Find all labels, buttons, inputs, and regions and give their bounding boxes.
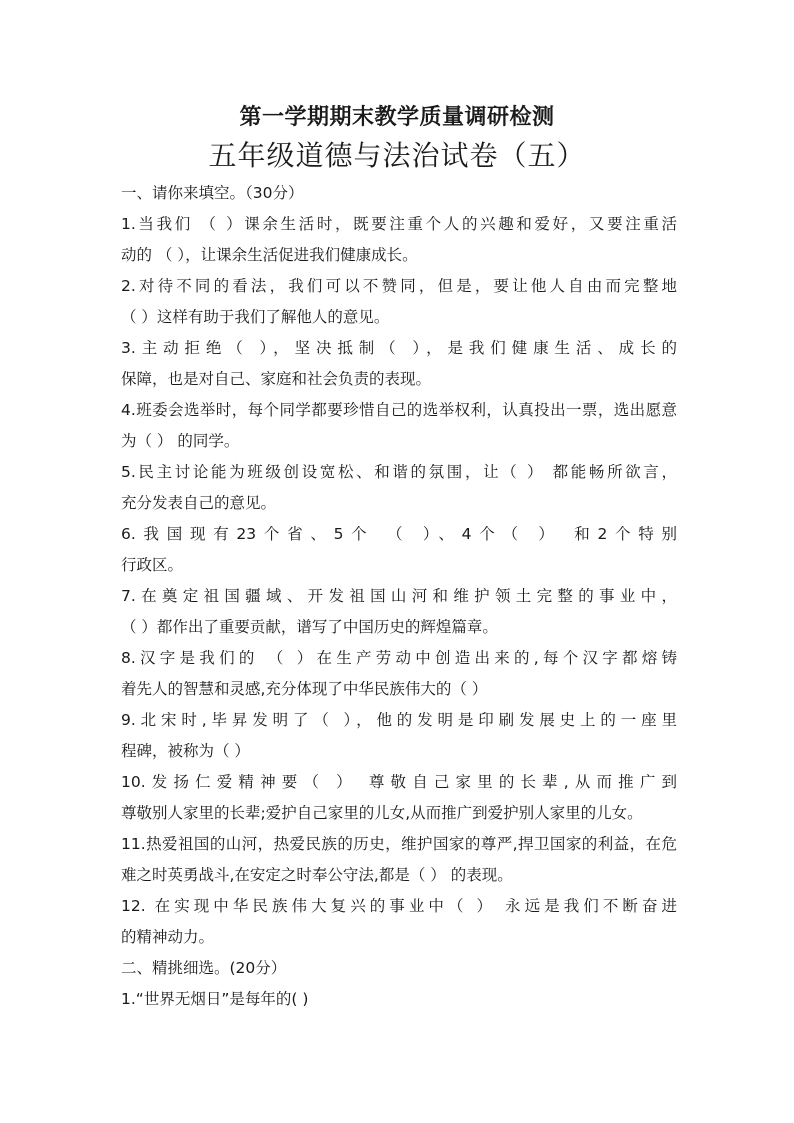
question-line: 行政区。	[121, 556, 184, 574]
question-line: 的精神动力。	[121, 928, 215, 946]
question-line: 2.对待不同的看法，我们可以不赞同，但是，要让他人自由而完整地	[121, 277, 677, 295]
question-line: 动的 （ ），让课余生活促进我们健康成长。	[121, 246, 418, 264]
question-line: 程碑，被称为（ ）	[121, 742, 250, 760]
question-line: 11.热爱祖国的山河，热爱民族的历史，维护国家的尊严,捍卫国家的利益，在危	[121, 835, 677, 853]
question-line: 为（ ） 的同学。	[121, 432, 240, 450]
question-line: 充分发表自己的意见。	[121, 494, 277, 512]
question-line: 尊敬别人家里的长辈;爱护自己家里的儿女,从而推广到爱护别人家里的儿女。	[121, 804, 643, 822]
question-line: 7.在奠定祖国疆域、开发祖国山河和维护领土完整的事业中，	[121, 587, 677, 605]
exam-body	[121, 178, 677, 1015]
exam-subtitle: 五年级道德与法治试卷（五）	[208, 139, 586, 172]
question-line: 5.民主讨论能为班级创设宽松、和谐的氛围，让（ ） 都能畅所欲言，	[121, 463, 677, 481]
exam-title: 第一学期期末教学质量调研检测	[239, 104, 555, 130]
question-line: 3.主动拒绝（ ），坚决抵制（ ），是我们健康生活、成长的	[121, 339, 677, 357]
question-line: 12. 在实现中华民族伟大复兴的事业中（ ） 永远是我们不断奋进	[121, 897, 677, 915]
question-line: 10.发扬仁爱精神要（ ） 尊敬自己家里的长辈,从而推广到	[121, 773, 677, 791]
question-line: 9.北宋时,毕昇发明了（ ），他的发明是印刷发展史上的一座里	[121, 711, 677, 729]
question-line: （ ）这样有助于我们了解他人的意见。	[121, 308, 390, 326]
question-line: 4.班委会选举时，每个同学都要珍惜自己的选举权利，认真投出一票，选出愿意	[121, 401, 677, 419]
question-line: 着先人的智慧和灵感,充分体现了中华民族伟大的（ ）	[121, 680, 488, 698]
question-line: 6.我国现有23个省、5个 （ ）、4个（ ） 和2个特别	[121, 525, 677, 543]
question-line: 难之时英勇战斗,在安定之时奉公守法,都是（ ） 的表现。	[121, 866, 513, 884]
question-line: 保障，也是对自己、家庭和社会负责的表现。	[121, 370, 432, 388]
question-line: （ ）都作出了重要贡献，谱写了中国历史的辉煌篇章。	[121, 618, 498, 636]
question-line: 8.汉字是我们的 （ ）在生产劳动中创造出来的,每个汉字都熔铸	[121, 649, 677, 667]
question-line: 1.当我们 （ ）课余生活时，既要注重个人的兴趣和爱好，又要注重活	[121, 215, 677, 233]
section-heading-fill-in: 一、请你来填空。（30分）	[121, 184, 304, 202]
question-line: 1.“世界无烟日”是每年的( )	[121, 990, 309, 1008]
section-heading-multiple-choice: 二、精挑细选。(20分）	[121, 959, 287, 977]
